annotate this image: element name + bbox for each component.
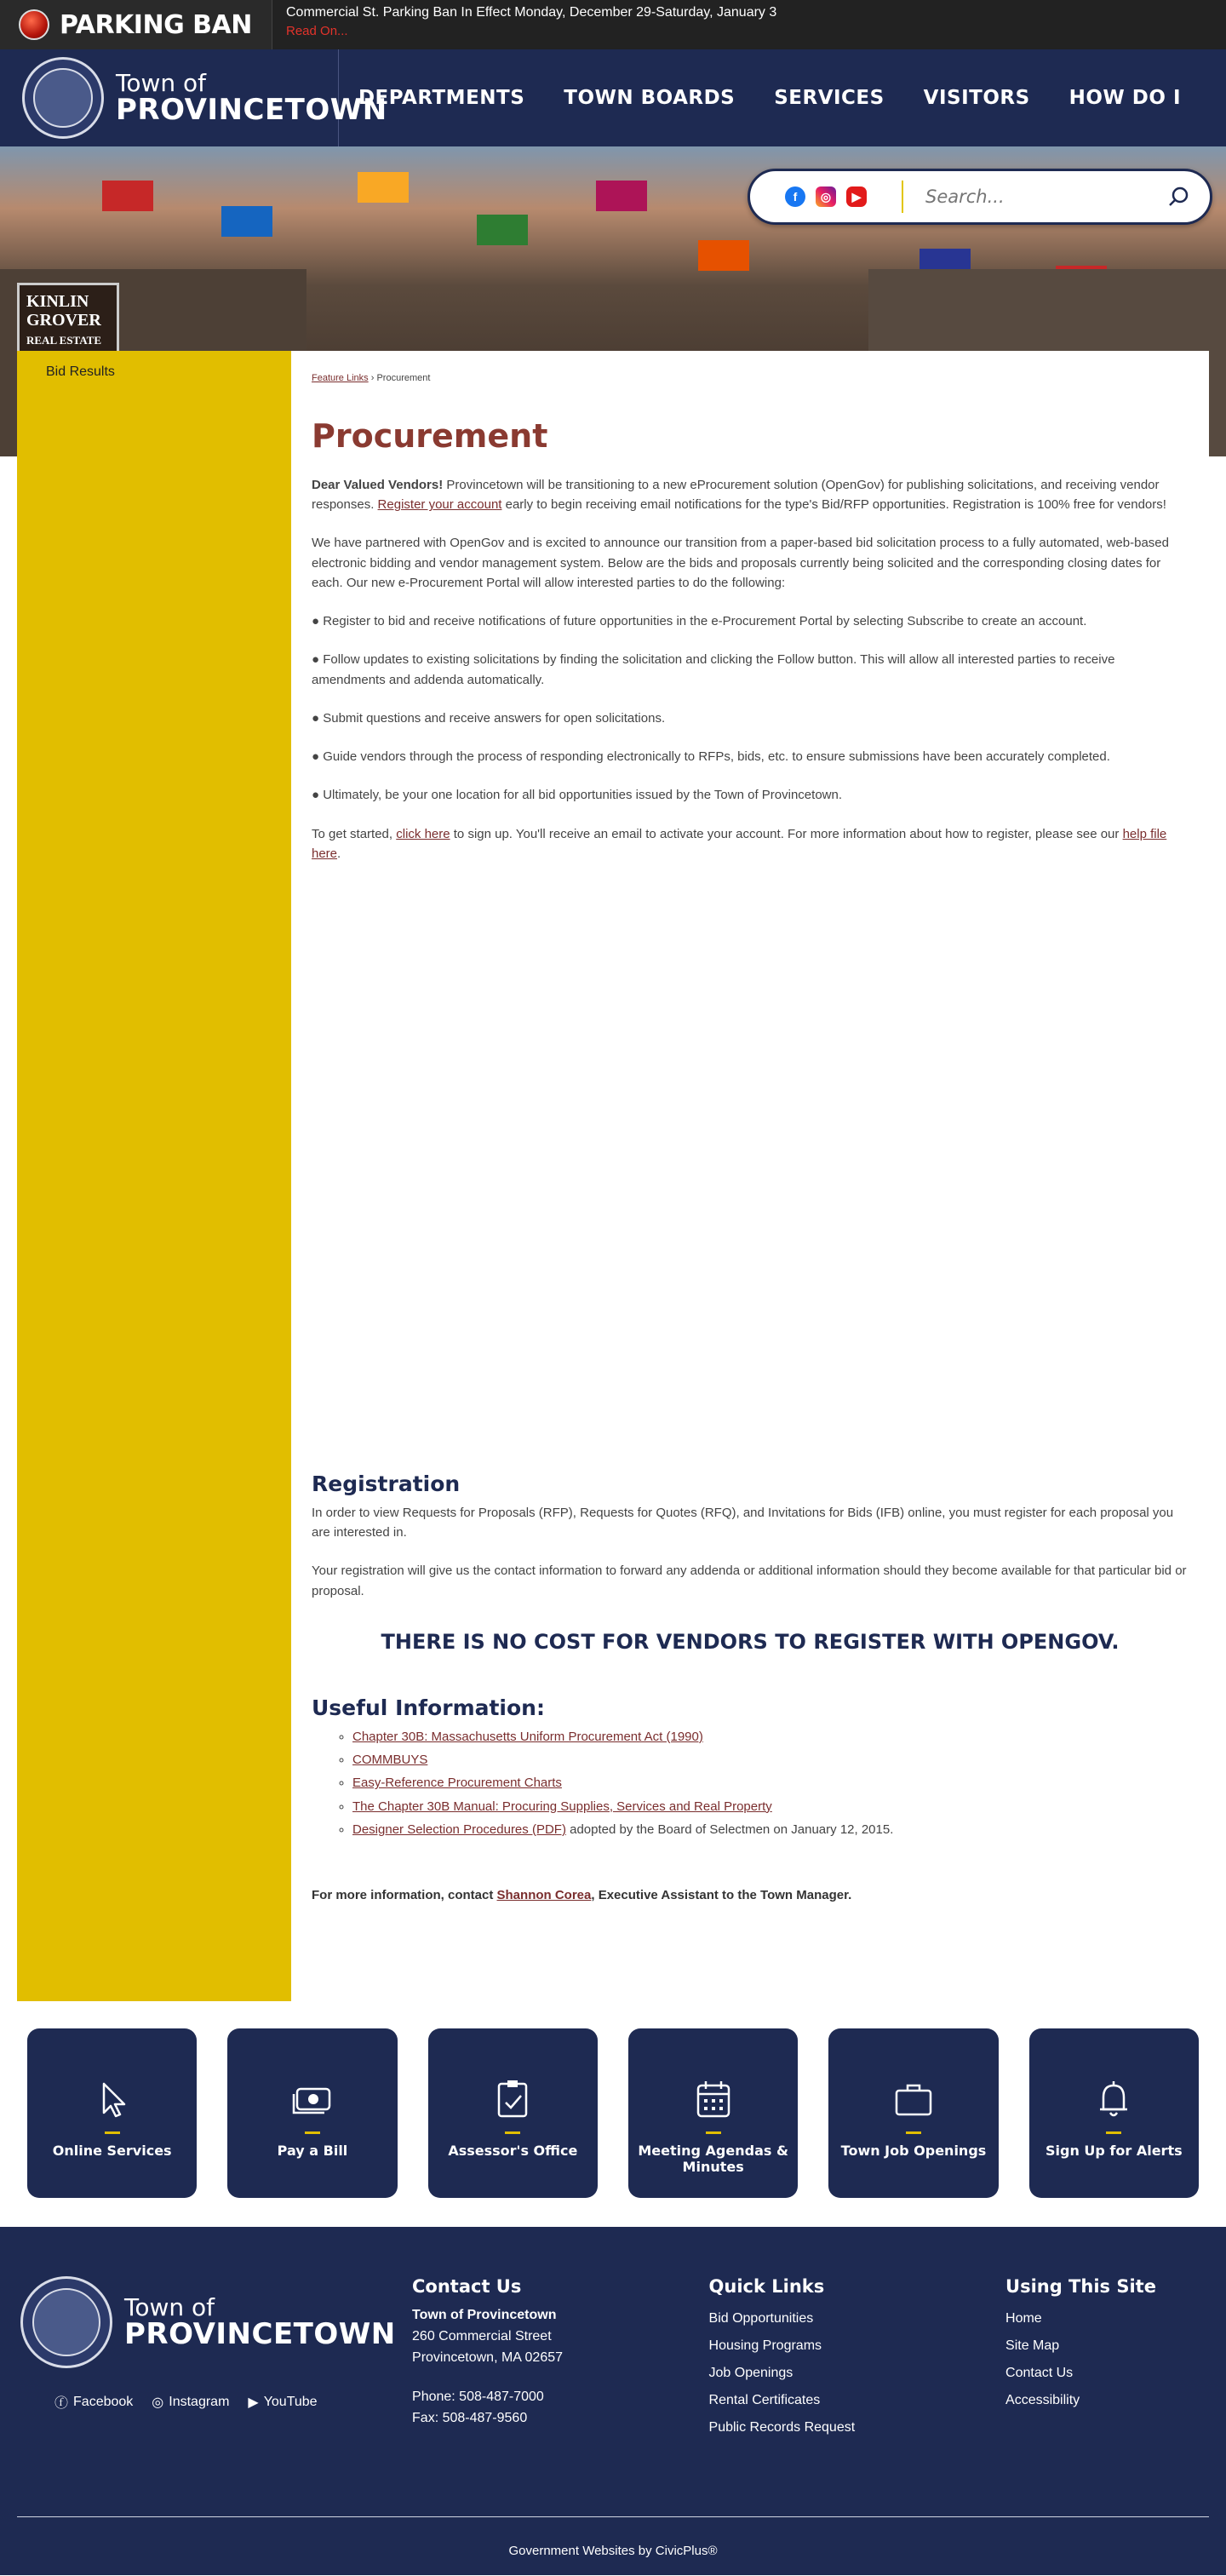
- procurement-charts-link[interactable]: Easy-Reference Procurement Charts: [352, 1776, 562, 1791]
- cursor-icon: [89, 2075, 136, 2123]
- alert-message-text: Commercial St. Parking Ban In Effect Monday, December 29-Saturday, January 3: [286, 5, 777, 20]
- alert-message: [272, 0, 790, 49]
- footer-contact-heading: Contact Us: [412, 2276, 522, 2297]
- tile-label: Assessor's Office: [448, 2143, 578, 2159]
- tile-assessors-office[interactable]: [428, 2028, 598, 2198]
- footer-site-heading: Using This Site: [1005, 2276, 1156, 2297]
- logo-town-of: Town of: [116, 69, 207, 97]
- footer-logo-town-of: Town of: [124, 2293, 215, 2321]
- footer-link-accessibility[interactable]: Accessibility: [1005, 2393, 1080, 2407]
- tile-label: Online Services: [52, 2143, 172, 2159]
- money-icon: [289, 2075, 336, 2123]
- footer-instagram-link[interactable]: [152, 2392, 229, 2412]
- footer-instagram-label: Instagram: [169, 2394, 230, 2409]
- tile-meeting-agendas[interactable]: [628, 2028, 798, 2198]
- list-item: [352, 1773, 1189, 1793]
- footer-facebook-link[interactable]: [54, 2392, 133, 2412]
- list-item: [352, 1820, 1189, 1839]
- chapter-30b-link[interactable]: Chapter 30B: Massachusetts Uniform Procurement Act (1990): [352, 1729, 703, 1744]
- instagram-icon[interactable]: ◎: [816, 186, 836, 207]
- tile-online-services[interactable]: [27, 2028, 197, 2198]
- footer-contact-fax: Fax: 508-487-9560: [412, 2411, 528, 2426]
- tile-sign-up-alerts[interactable]: [1029, 2028, 1199, 2198]
- flag-decoration: [698, 240, 749, 271]
- briefcase-icon: [890, 2075, 937, 2123]
- quick-tiles: [0, 2001, 1226, 2227]
- shannon-corea-link[interactable]: Shannon Corea: [496, 1888, 592, 1903]
- tile-label: Sign Up for Alerts: [1045, 2143, 1183, 2159]
- registration-paragraph: In order to view Requests for Proposals (RFP), Requests for Quotes (RFQ), and Invitations for Bids (IFB) online, you must register for each proposal you are interested in.: [312, 1505, 1174, 1540]
- footer-credit[interactable]: Government Websites by CivicPlus®: [508, 2544, 718, 2558]
- useful-information: [312, 1692, 1189, 1839]
- calendar-icon: [690, 2075, 737, 2123]
- opengov-paragraph: We have partnered with OpenGov and is excited to announce our transition from a paper-based bid solicitation process to a fully automated, web-based electronic bidding and vendor management system. Below are the bids and proposals currently being solicited and the corresponding closing dates for each. Our new e-Procurement Portal will allow interested parties to do the following:: [312, 536, 1169, 590]
- bullet-item: ● Ultimately, be your one location for all bid opportunities issued by the Town of Provincetown.: [312, 788, 843, 803]
- breadcrumb-separator: ›: [370, 373, 375, 383]
- footer-link-bid-opportunities[interactable]: Bid Opportunities: [708, 2311, 814, 2326]
- footer-contact-street: 260 Commercial Street: [412, 2328, 552, 2344]
- youtube-icon[interactable]: ▶: [846, 186, 867, 207]
- bullet-item: ● Submit questions and receive answers for open solicitations.: [312, 710, 666, 726]
- flag-decoration: [358, 172, 409, 203]
- intro-paragraph: [312, 475, 1189, 515]
- intro-text: Provincetown will be transitioning to a new eProcurement solution (OpenGov) for publishing solicitations, and receiving vendor responses.: [312, 477, 1160, 513]
- parking-ban-badge: [0, 0, 272, 49]
- main-content: [291, 351, 1209, 2001]
- main-nav: [339, 87, 1226, 109]
- town-seal-icon: [20, 2276, 112, 2368]
- tile-pay-a-bill[interactable]: [227, 2028, 397, 2198]
- intro-text-2: early to begin receiving email notifications for the type's Bid/RFP opportunities. Registration is 100% free for vendors!: [501, 497, 1166, 513]
- breadcrumb-feature-links[interactable]: Feature Links: [312, 373, 369, 383]
- search-input[interactable]: [903, 186, 1160, 207]
- kinlin-grover-sign-image: KINLIN GROVER REAL ESTATE: [17, 283, 119, 368]
- list-item: [352, 1727, 1189, 1747]
- footer-youtube-link[interactable]: [248, 2392, 317, 2412]
- flag-decoration: [221, 206, 272, 237]
- footer-link-housing-programs[interactable]: Housing Programs: [708, 2338, 822, 2353]
- get-started-period: .: [337, 846, 341, 861]
- breadcrumb-current: Procurement: [376, 373, 431, 383]
- designer-selection-note: adopted by the Board of Selectmen on January 12, 2015.: [565, 1822, 894, 1837]
- registration-paragraph-2: Your registration will give us the contact information to forward any addenda or additional information should they become available for that particular bid or proposal.: [312, 1563, 1187, 1598]
- registration-heading: Registration: [312, 1472, 461, 1497]
- footer-quick-links-column: [709, 2276, 1006, 2516]
- footer-link-rental-certificates[interactable]: Rental Certificates: [708, 2393, 821, 2407]
- flag-decoration: [102, 181, 153, 211]
- site-footer: [0, 2227, 1226, 2575]
- site-header: [0, 49, 1226, 146]
- logo-town-name: PROVINCETOWN: [116, 93, 387, 127]
- main-area: [0, 351, 1226, 2001]
- flag-decoration: [596, 181, 647, 211]
- footer-logo-column: [20, 2276, 412, 2516]
- footer-divider: [17, 2516, 1209, 2517]
- list-item: [352, 1797, 1189, 1816]
- list-item: [352, 1750, 1189, 1770]
- nav-town-boards[interactable]: TOWN BOARDS: [564, 87, 736, 109]
- chapter-30b-manual-link[interactable]: The Chapter 30B Manual: Procuring Supplies, Services and Real Property: [352, 1799, 772, 1814]
- footer-quick-links-heading: Quick Links: [708, 2276, 825, 2297]
- tile-town-job-openings[interactable]: [828, 2028, 998, 2198]
- town-seal-icon: [22, 57, 104, 139]
- register-account-link[interactable]: Register your account: [377, 497, 502, 513]
- get-started-text: To get started,: [312, 826, 397, 841]
- bullet-item: ● Guide vendors through the process of responding electronically to RFPs, bids, etc. to ensure submissions have been accurately completed.: [312, 749, 1110, 765]
- social-search-bar: [748, 169, 1212, 225]
- footer-youtube-label: YouTube: [263, 2394, 318, 2409]
- instagram-icon: ◎: [152, 2395, 164, 2410]
- clipboard-check-icon: [489, 2075, 536, 2123]
- footer-facebook-label: Facebook: [73, 2394, 134, 2409]
- youtube-icon: ▶: [248, 2395, 259, 2410]
- footer-contact-phone[interactable]: Phone: 508-487-7000: [412, 2390, 544, 2405]
- designer-selection-link[interactable]: Designer Selection Procedures (PDF): [352, 1822, 566, 1837]
- alert-read-on-link[interactable]: Read On...: [286, 24, 348, 38]
- bell-icon: [1090, 2075, 1137, 2123]
- no-cost-notice: THERE IS NO COST FOR VENDORS TO REGISTER WITH OPENGOV.: [381, 1629, 1120, 1654]
- commbuys-link[interactable]: COMMBUYS: [352, 1753, 428, 1768]
- tile-label: Pay a Bill: [277, 2143, 348, 2159]
- search-icon: [1168, 186, 1190, 208]
- page-title: Procurement: [312, 417, 548, 456]
- footer-site-column: [1005, 2276, 1209, 2516]
- footer-link-job-openings[interactable]: Job Openings: [708, 2366, 793, 2380]
- footer-social-links: [54, 2392, 412, 2412]
- useful-info-heading: Useful Information:: [312, 1695, 545, 1721]
- search-button[interactable]: [1160, 178, 1198, 215]
- contact-line: [312, 1885, 1189, 1905]
- bullet-item: ● Register to bid and receive notifications of future opportunities in the e-Procurement Portal by selecting Subscribe to create an account.: [312, 614, 1087, 629]
- embedded-content-space: [312, 882, 1189, 1468]
- get-started-paragraph: [312, 824, 1189, 864]
- contact-text: For more information, contact: [312, 1888, 497, 1903]
- facebook-icon[interactable]: f: [785, 186, 805, 207]
- click-here-link[interactable]: click here: [396, 826, 450, 841]
- tile-label: Meeting Agendas & Minutes: [638, 2143, 788, 2176]
- alert-badge-label: PARKING BAN: [60, 9, 252, 40]
- intro-greeting: Dear Valued Vendors!: [312, 477, 444, 492]
- footer-contact-city: Provincetown, MA 02657: [412, 2349, 564, 2365]
- footer-logo[interactable]: [20, 2276, 412, 2368]
- footer-link-contact-us[interactable]: Contact Us: [1005, 2366, 1074, 2380]
- site-logo[interactable]: [0, 49, 387, 146]
- sidebar-item-bid-results[interactable]: Bid Results: [46, 364, 115, 379]
- footer-link-public-records[interactable]: Public Records Request: [708, 2420, 856, 2435]
- useful-links-list: [352, 1727, 1189, 1839]
- flag-decoration: [477, 215, 528, 245]
- footer-link-home[interactable]: Home: [1005, 2311, 1042, 2326]
- facebook-icon: ⓕ: [54, 2396, 69, 2411]
- bullet-item: ● Follow updates to existing solicitations by finding the solicitation and clicking the Follow button. This will allow all interested parties to receive amendments and addenda automatically.: [312, 652, 1115, 687]
- footer-logo-town-name: PROVINCETOWN: [124, 2317, 396, 2351]
- alert-bar: [0, 0, 1226, 49]
- get-started-text-2: to sign up. You'll receive an email to activate your account. For more information about how to register, please see our: [450, 826, 1123, 841]
- help-file-link[interactable]: help file here: [312, 826, 1167, 861]
- footer-contact-name: Town of Provincetown: [412, 2308, 557, 2322]
- social-icons: [750, 181, 903, 212]
- nav-how-do-i[interactable]: HOW DO I: [1068, 87, 1182, 109]
- footer-contact-column: [412, 2276, 709, 2516]
- nav-services[interactable]: SERVICES: [774, 87, 885, 109]
- breadcrumb: [312, 371, 1189, 386]
- alert-siren-icon: [19, 9, 49, 40]
- nav-departments[interactable]: DEPARTMENTS: [358, 87, 525, 109]
- nav-visitors[interactable]: VISITORS: [923, 87, 1030, 109]
- sidebar: [17, 351, 291, 2001]
- tile-label: Town Job Openings: [840, 2143, 987, 2159]
- contact-text-2: , Executive Assistant to the Town Manager.: [591, 1888, 852, 1903]
- footer-link-site-map[interactable]: Site Map: [1005, 2338, 1060, 2353]
